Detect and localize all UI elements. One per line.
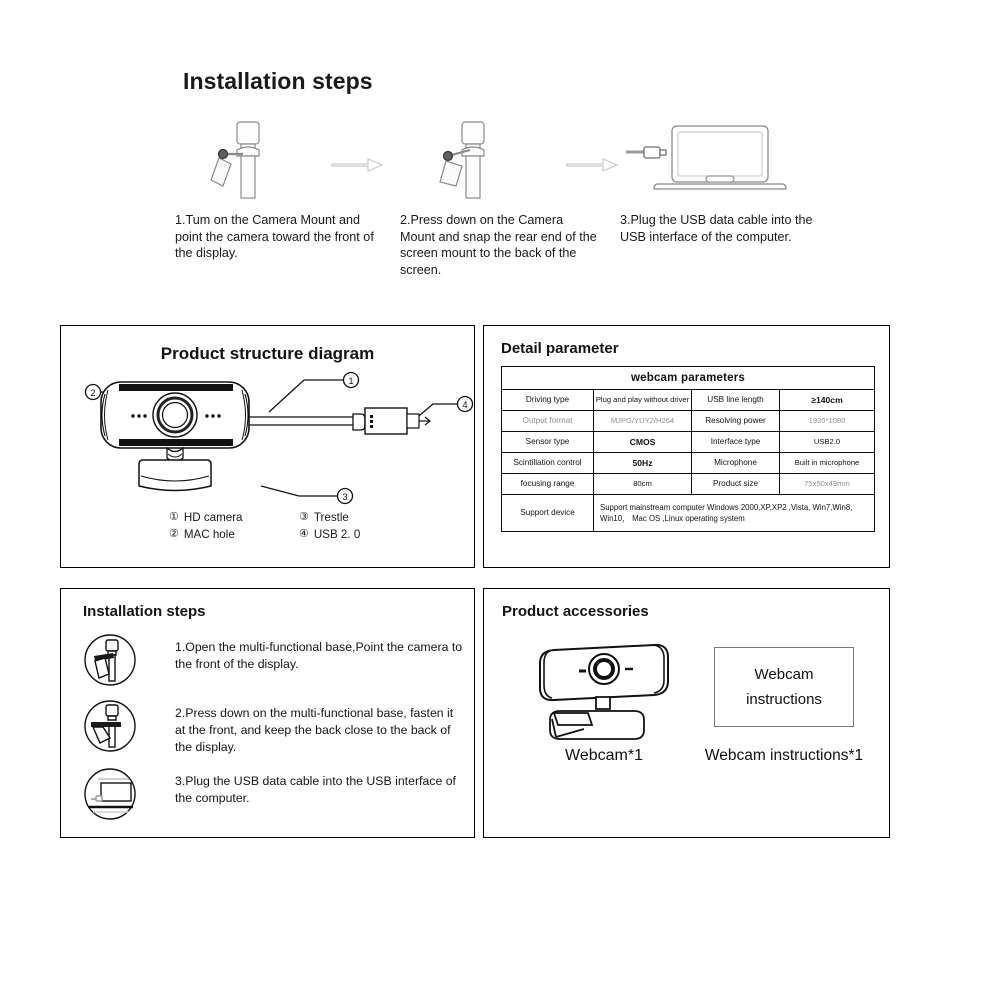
accessory-webcam-label: Webcam*1	[565, 747, 643, 764]
top-step-1-caption: 1.Tum on the Camera Mount and point the camera toward the front of the display.	[175, 213, 374, 260]
manual-box-line-1: Webcam	[754, 666, 814, 683]
accessories-panel-title: Product accessories	[502, 603, 649, 620]
install-step-3-text: 3.Plug the USB data cable into the USB interface of the computer.	[175, 774, 456, 805]
legend-item-mac-hole	[169, 526, 299, 543]
legend-label: MAC hole	[183, 528, 235, 541]
cell-label-focusing-range: focusing range	[502, 474, 594, 495]
detail-panel-title: Detail parameter	[501, 340, 619, 357]
product-structure-panel	[60, 325, 475, 568]
cell-label-microphone: Microphone	[692, 453, 780, 474]
table-row	[502, 411, 875, 432]
legend-row	[169, 526, 459, 543]
table-row	[502, 474, 875, 495]
cell-label-interface-type: Interface type	[692, 432, 780, 453]
legend-label: USB 2. 0	[313, 528, 361, 541]
cell-value-resolving-power: 1920*1080	[780, 411, 875, 432]
legend-item-usb	[299, 526, 429, 543]
svg-text:1: 1	[348, 376, 354, 386]
install-step-1-text: 1.Open the multi-functional base,Point the camera to the front of the display.	[175, 640, 463, 671]
cell-value-driving-type: Plug and play without driver	[594, 390, 692, 411]
top-step-2-caption: 2.Press down on the Camera Mount and snap the rear end of the screen mount to the back of the screen.	[400, 213, 597, 277]
webcam-structure-diagram	[61, 364, 476, 504]
base-pressed-icon	[83, 699, 137, 753]
top-step-3	[620, 120, 830, 244]
install-panel-title: Installation steps	[83, 603, 206, 620]
legend-label: Trestle	[313, 511, 349, 524]
detail-parameter-panel	[483, 325, 890, 568]
top-step-3-caption: 3.Plug the USB data cable into the USB interface of the computer.	[620, 213, 813, 244]
cell-value-product-size: 75x50x49mm	[780, 474, 875, 495]
cell-label-driving-type: Driving type	[502, 390, 594, 411]
cell-value-interface-type: USB2.0	[780, 432, 875, 453]
cell-label-resolving-power: Resolving power	[692, 411, 780, 432]
cell-value-microphone: Built in microphone	[780, 453, 875, 474]
manual-box-line-2: instructions	[746, 691, 822, 708]
base-open-icon	[83, 633, 137, 687]
svg-text:2: 2	[90, 388, 96, 398]
cell-value-focusing-range: 80cm	[594, 474, 692, 495]
cell-label-sensor-type: Sensor type	[502, 432, 594, 453]
webcam-accessory-icon	[522, 641, 687, 746]
page-title: Installation steps	[183, 68, 373, 94]
table-row	[502, 390, 875, 411]
cell-label-scintillation-control: Scintillation control	[502, 453, 594, 474]
cell-label-product-size: Product size	[692, 474, 780, 495]
cell-label-usb-line-length: USB line length	[692, 390, 780, 411]
arrow-right-icon	[565, 155, 619, 175]
legend-row	[169, 509, 459, 526]
legend-num: ④	[299, 528, 309, 540]
cell-value-sensor-type: CMOS	[594, 432, 692, 453]
table-title-cell: webcam parameters	[502, 367, 875, 390]
legend-num: ②	[169, 528, 179, 540]
arrow-right-icon	[330, 155, 384, 175]
product-accessories-panel	[483, 588, 890, 838]
top-installation-section	[0, 0, 1000, 285]
installation-steps-panel	[60, 588, 475, 838]
legend-item-trestle	[299, 509, 429, 526]
legend-num: ③	[299, 511, 309, 523]
install-step-2-text: 2.Press down on the multi-functional base, fasten it at the front, and keep the back close to the back of the display.	[175, 706, 454, 754]
accessory-manual-label: Webcam instructions*1	[704, 747, 864, 764]
table-row	[502, 495, 875, 532]
webcam-parameters-table	[501, 366, 875, 532]
svg-text:4: 4	[462, 400, 468, 410]
table-header-row	[502, 367, 875, 390]
svg-text:3: 3	[342, 492, 348, 502]
table-row	[502, 432, 875, 453]
table-row	[502, 453, 875, 474]
cell-label-output-format: Output format	[502, 411, 594, 432]
usb-plug-icon	[83, 767, 137, 821]
cell-value-support-device: Support mainstream computer Windows 2000,XP,XP2 ,Vista, Win7,Win8, Win10， Mac OS ,Linux operating system	[594, 495, 875, 532]
laptop-usb-icon	[620, 120, 830, 200]
cell-value-scintillation-control: 50Hz	[594, 453, 692, 474]
legend-num: ①	[169, 511, 179, 523]
legend-label: HD camera	[183, 511, 243, 524]
manual-box	[714, 647, 854, 727]
cell-value-output-format: MJPG/YUY2/H264	[594, 411, 692, 432]
cell-label-support-device: Support device	[502, 495, 594, 532]
cell-value-usb-line-length: ≥140cm	[780, 390, 875, 411]
structure-legend	[169, 509, 459, 543]
legend-item-hd-camera	[169, 509, 299, 526]
structure-panel-title: Product structure diagram	[160, 344, 375, 363]
